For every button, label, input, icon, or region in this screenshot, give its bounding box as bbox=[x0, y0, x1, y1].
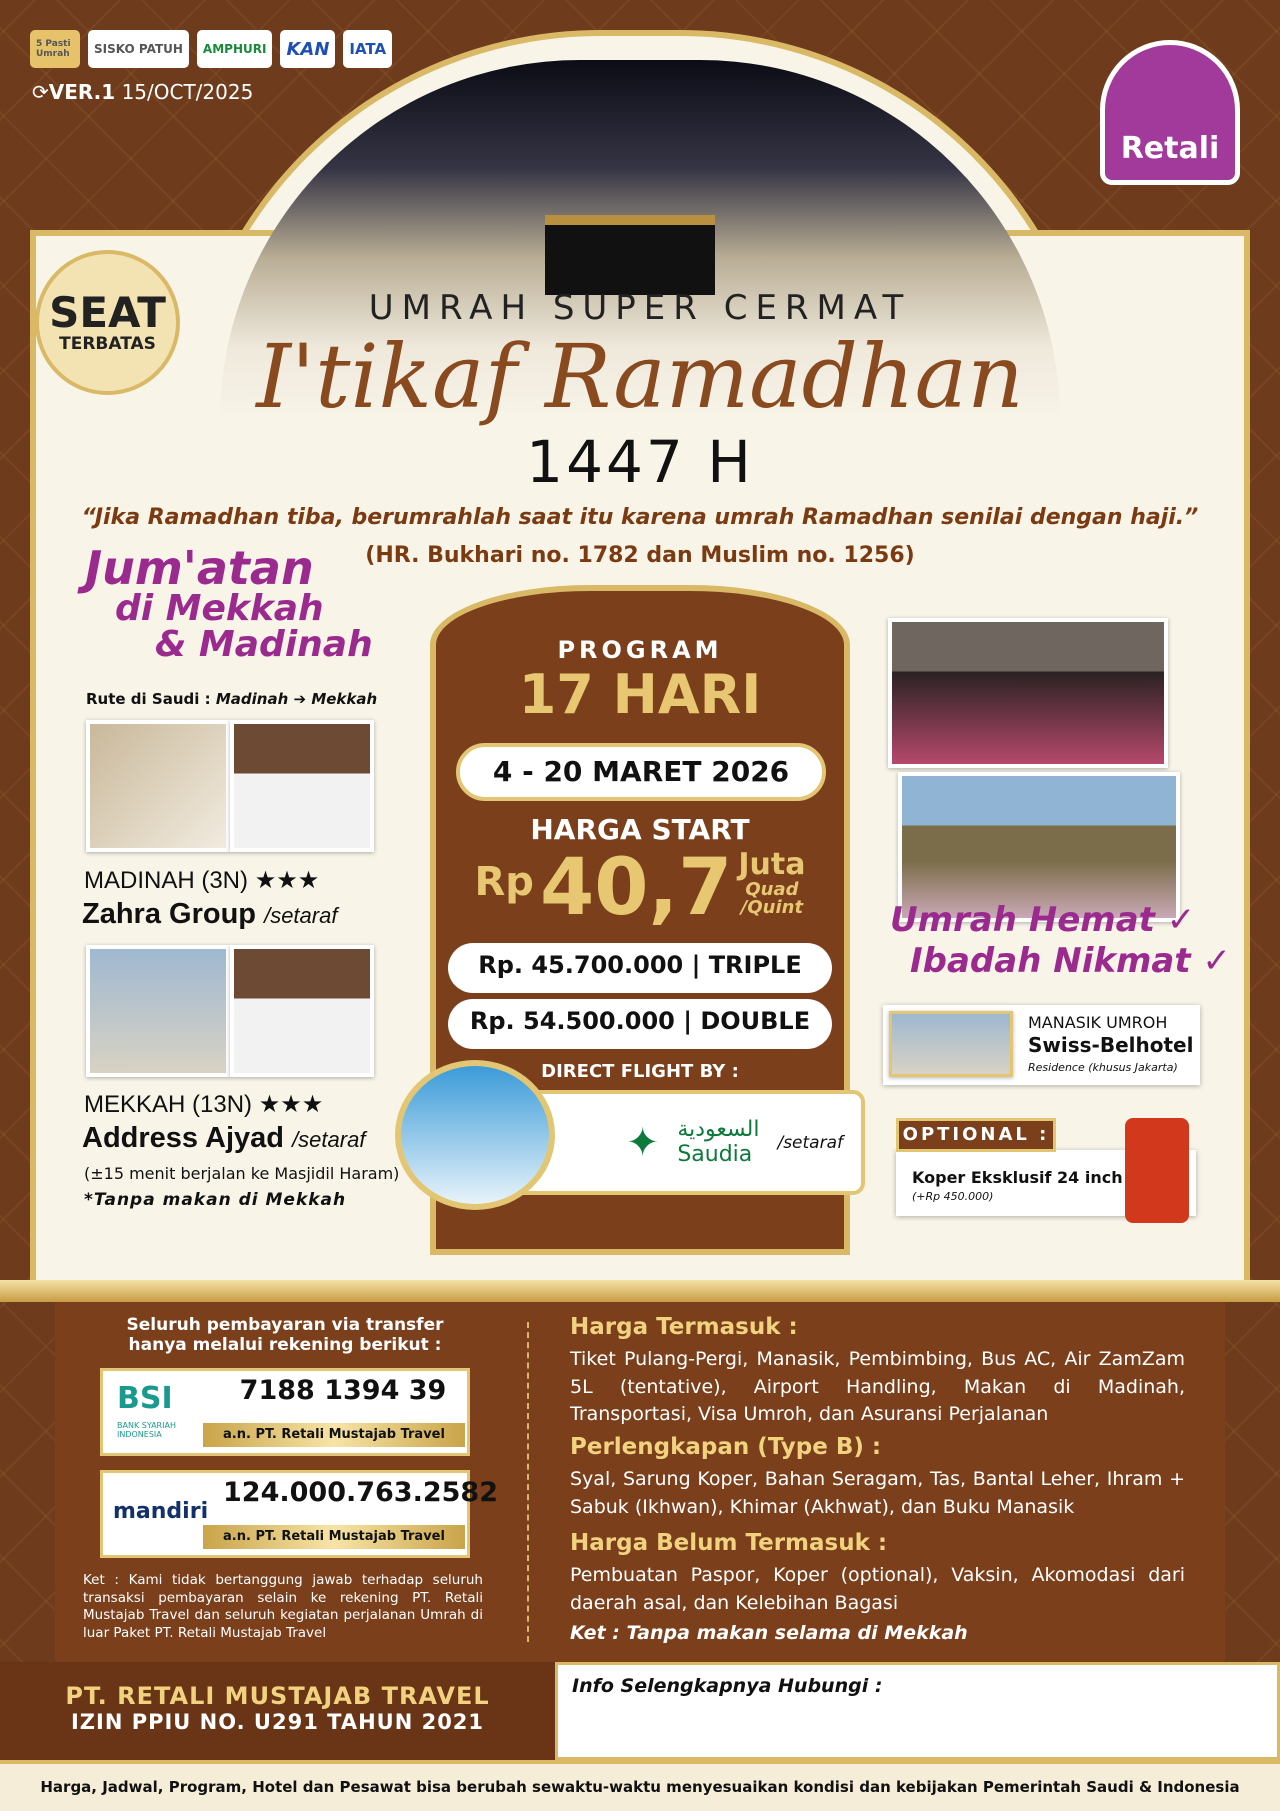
hotel-city: MEKKAH (13N) bbox=[84, 1091, 253, 1118]
airline-logo bbox=[677, 1118, 759, 1166]
star-rating: ★★★ bbox=[258, 1091, 324, 1118]
manasik-hotel: Swiss-Belhotel bbox=[1028, 1033, 1194, 1057]
price-label: HARGA START bbox=[530, 813, 750, 846]
room-type-quad: Quad bbox=[745, 878, 799, 900]
jumatan-heading bbox=[85, 541, 373, 665]
airline-name: Saudia bbox=[677, 1141, 753, 1167]
refresh-icon: ⟳ bbox=[32, 80, 49, 104]
logo-kan: KAN bbox=[280, 30, 335, 68]
manasik-label: MANASIK UMROH bbox=[1028, 1013, 1168, 1032]
madinah-hotel-room-photo bbox=[230, 720, 374, 852]
jumatan-line3: & Madinah bbox=[155, 624, 373, 665]
logo-amphuri: AMPHURI bbox=[197, 30, 273, 68]
hotel-name: Zahra Group bbox=[82, 898, 257, 930]
hijri-year: 1447 H bbox=[526, 428, 754, 496]
unit: Juta bbox=[738, 847, 806, 882]
manasik-note: Residence (khusus Jakarta) bbox=[1028, 1061, 1178, 1074]
triple-price: Rp. 45.700.000 | TRIPLE bbox=[448, 943, 832, 993]
excluded-text: Pembuatan Paspor, Koper (optional), Vaksin, Akomodasi dari daerah asal, dan Kelebihan Bagasi bbox=[570, 1564, 1185, 1614]
mekkah-stay bbox=[84, 1090, 323, 1119]
mekkah-hotel-exterior-photo bbox=[86, 945, 230, 1077]
bsi-account-holder: a.n. PT. Retali Mustajab Travel bbox=[203, 1423, 465, 1447]
license-number: IZIN PPIU NO. U291 TAHUN 2021 bbox=[70, 1710, 485, 1734]
no-meal-note: *Tanpa makan di Mekkah bbox=[84, 1190, 347, 1210]
mekkah-hotel-room-photo bbox=[230, 945, 374, 1077]
included-text: Tiket Pulang-Pergi, Manasik, Pembimbing, Bus AC, Air ZamZam 5L (tentative), Airport Handling, Makan di Madinah, Transportasi, Visa Umroh, dan Asuransi Perjalanan bbox=[570, 1348, 1185, 1426]
accreditation-logos bbox=[30, 30, 392, 68]
manasik-hotel-photo bbox=[889, 1011, 1013, 1077]
optional-label: OPTIONAL : bbox=[896, 1118, 1056, 1152]
manasik-card bbox=[883, 1005, 1200, 1085]
included-title: Harga Termasuk : bbox=[570, 1314, 798, 1340]
saudia-emblem-icon: ✦ bbox=[625, 1119, 660, 1166]
hadith-reference: (HR. Bukhari no. 1782 dan Muslim no. 1256) bbox=[365, 543, 915, 568]
mandiri-account-holder: a.n. PT. Retali Mustajab Travel bbox=[203, 1525, 465, 1549]
bank-mandiri bbox=[100, 1470, 498, 1558]
retali-logo: Retali bbox=[1100, 40, 1240, 185]
route bbox=[86, 690, 377, 708]
mandiri-account-number: 124.000.763.2582 bbox=[223, 1477, 498, 1508]
no-meal-remark: Ket : Tanpa makan selama di Mekkah bbox=[570, 1622, 968, 1644]
jumatan-line1: Jum'atan bbox=[85, 541, 314, 595]
payment-intro: Seluruh pembayaran via transfer hanya melalui rekening berikut : bbox=[126, 1315, 444, 1355]
version: VER.1 bbox=[48, 80, 116, 104]
company-block bbox=[0, 1662, 555, 1760]
program-dates: 4 - 20 MARET 2026 bbox=[456, 743, 826, 801]
subtitle: UMRAH SUPER CERMAT bbox=[368, 288, 912, 328]
madinah-hotel bbox=[82, 898, 337, 931]
madinah-hotel-exterior-photo bbox=[86, 720, 230, 852]
seat-text: SEAT bbox=[49, 287, 166, 337]
terbatas-text: TERBATAS bbox=[59, 333, 156, 354]
hemat-slogan bbox=[890, 900, 1231, 982]
airline-suffix: /setaraf bbox=[777, 1132, 843, 1153]
double-price: Rp. 54.500.000 | DOUBLE bbox=[448, 999, 832, 1049]
vertical-divider bbox=[527, 1322, 529, 1642]
flight-label: DIRECT FLIGHT BY : bbox=[541, 1061, 739, 1082]
jumatan-line2: di Mekkah bbox=[115, 588, 324, 629]
group-photo-1 bbox=[888, 618, 1168, 768]
bsi-account-number: 7188 1394 39 bbox=[239, 1375, 447, 1406]
price-unit bbox=[738, 849, 805, 918]
arrow-right-icon: ➔ bbox=[293, 690, 307, 708]
payment-note: Ket : Kami tidak bertanggung jawab terhadap seluruh transaksi pembayaran selain ke rekening PT. Retali Mustajab Travel dan seluruh kegiatan perjalanan Umrah di luar Paket PT. Retali Mustajab Travel bbox=[83, 1572, 483, 1641]
route-to: Mekkah bbox=[311, 690, 378, 708]
hadith-quote: “Jika Ramadhan tiba, berumrahlah saat itu karena umrah Ramadhan senilai dengan haji.” bbox=[81, 505, 1199, 530]
route-label: Rute di Saudi : bbox=[86, 690, 211, 708]
route-from: Madinah bbox=[215, 690, 289, 708]
equipment-text: Syal, Sarung Koper, Bahan Seragam, Tas, Bantal Leher, Ihram + Sabuk (Ikhwan), Khimar (Akhwat), dan Buku Manasik bbox=[570, 1468, 1185, 1518]
info-section bbox=[55, 1302, 1225, 1662]
optional-item: Koper Eksklusif 24 inch bbox=[912, 1168, 1123, 1187]
logo-5-pasti-umrah: 5 Pasti Umrah bbox=[30, 30, 80, 68]
company-name: PT. RETALI MUSTAJAB TRAVEL bbox=[65, 1682, 490, 1710]
equipment-title: Perlengkapan (Type B) : bbox=[570, 1434, 882, 1460]
kaaba-image bbox=[545, 215, 715, 295]
hotel-city: MADINAH (3N) bbox=[84, 867, 249, 894]
mekkah-hotel bbox=[82, 1122, 365, 1155]
start-price bbox=[436, 843, 844, 933]
hotel-name: Address Ajyad bbox=[82, 1122, 284, 1154]
version-date: 15/OCT/2025 bbox=[121, 80, 254, 104]
program-duration: 17 HARI bbox=[518, 663, 762, 726]
version-info bbox=[32, 80, 253, 104]
mandiri-logo: mandiri bbox=[113, 1499, 209, 1524]
gold-divider bbox=[0, 1280, 1280, 1302]
main-title: I'tikaf Ramadhan bbox=[256, 325, 1024, 428]
contact-box bbox=[555, 1662, 1280, 1760]
star-rating: ★★★ bbox=[254, 867, 320, 894]
contact-label: Info Selengkapnya Hubungi : bbox=[572, 1675, 883, 1697]
price-value: 40,7 bbox=[539, 843, 733, 933]
bsi-logo: BSI bbox=[117, 1381, 173, 1416]
bsi-subtitle: BANK SYARIAH INDONESIA bbox=[117, 1421, 176, 1439]
logo-sisko-patuh: SISKO PATUH bbox=[88, 30, 189, 68]
excluded-title: Harga Belum Termasuk : bbox=[570, 1530, 888, 1556]
airline-card bbox=[500, 1090, 865, 1195]
slogan-line1: Umrah Hemat ✓ bbox=[890, 900, 1196, 940]
airplane-image bbox=[395, 1060, 555, 1210]
logo-iata: IATA bbox=[343, 30, 392, 68]
hotel-distance-note: (±15 menit berjalan ke Masjidil Haram) bbox=[84, 1164, 400, 1183]
room-type-quint: /Quint bbox=[740, 897, 804, 919]
optional-price: (+Rp 450.000) bbox=[912, 1190, 994, 1203]
slogan-line2: Ibadah Nikmat ✓ bbox=[910, 940, 1231, 981]
suitcase-icon bbox=[1125, 1118, 1189, 1223]
bank-bsi bbox=[100, 1368, 470, 1456]
airline-arabic: السعودية bbox=[677, 1117, 760, 1143]
currency: Rp bbox=[474, 859, 534, 905]
hotel-suffix: /setaraf bbox=[292, 1127, 366, 1152]
disclaimer: Harga, Jadwal, Program, Hotel dan Pesawat bisa berubah sewaktu-waktu menyesuaikan kondisi dan kebijakan Pemerintah Saudi & Indonesia bbox=[0, 1760, 1280, 1811]
program-label: PROGRAM bbox=[557, 636, 723, 664]
hotel-suffix: /setaraf bbox=[264, 903, 338, 928]
madinah-stay bbox=[84, 866, 319, 895]
